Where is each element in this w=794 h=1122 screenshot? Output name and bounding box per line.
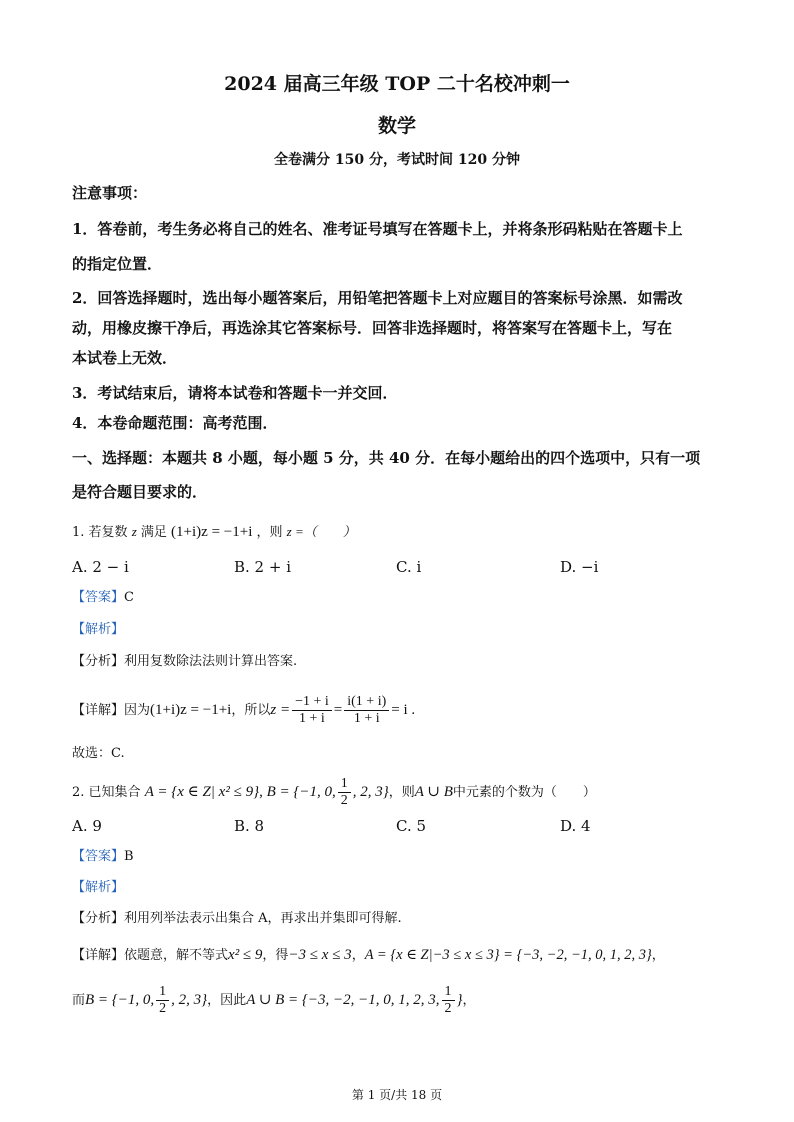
exam-title: 2024 届高三年级 TOP 二十名校冲刺一 xyxy=(224,73,570,95)
q1-xiangjie-tag: 【详解】 xyxy=(72,703,125,718)
q2-xj-range: −3 ≤ x ≤ 3 xyxy=(288,947,352,963)
q1-stem-then: ，则 xyxy=(256,525,283,540)
q2-xj-b: ，得 xyxy=(262,948,289,963)
q1-stem-prefix: 1. 若复数 xyxy=(72,525,128,540)
q2-option-b: B. 8 xyxy=(234,817,265,835)
q1-answer-tag: 【答案】 xyxy=(72,590,125,605)
q2-l2-half-den-2: 2 xyxy=(444,1001,452,1016)
page-footer: 第 1 页/共 18 页 xyxy=(351,1088,443,1102)
q2-fenxi-tag: 【分析】 xyxy=(72,911,125,926)
q1-fraction-2 xyxy=(344,694,389,727)
q1-fenxi-tag: 【分析】 xyxy=(72,654,125,669)
q2-half-den: 2 xyxy=(340,793,348,808)
q1-equation: (1+i)z = −1+i xyxy=(171,524,253,540)
q2-set-a: A = {x ∈ Z| x² ≤ 9}, B = {−1, 0, xyxy=(144,784,336,800)
note-1-line-1: 1．答卷前，考生务必将自己的姓名、准考证号填写在答题卡上，并将条形码粘贴在答题卡上 xyxy=(72,220,683,238)
q2-xj-d: ， xyxy=(651,948,665,963)
q2-stem-prefix: 2. 已知集合 xyxy=(72,785,141,800)
q1-fraction-2-den: 1 + i xyxy=(353,711,380,726)
q2-option-d: D. 4 xyxy=(560,817,591,835)
q1-fraction-1-den: 1 + i xyxy=(299,711,325,726)
q2-l2-a: 而 xyxy=(72,993,86,1008)
q2-l2-c: ， xyxy=(462,993,476,1008)
q2-xj-set-a: A = {x ∈ Z|−3 ≤ x ≤ 3} = {−3, −2, −1, 0, 1, 2, 3} xyxy=(364,947,652,963)
q1-fraction-1 xyxy=(292,694,332,727)
q2-l2-set-b-end: , 2, 3} xyxy=(171,992,208,1008)
note-2-line-2: 动，用橡皮擦干净后，再选涂其它答案标号．回答非选择题时，将答案写在答题卡上，写在 xyxy=(72,319,673,337)
q2-xiangjie-line-1 xyxy=(72,945,665,966)
note-3: 3．考试结束后，请将本试卷和答题卡一并交回． xyxy=(72,384,398,402)
q2-stem xyxy=(72,772,596,813)
note-1-line-2: 的指定位置． xyxy=(72,255,163,273)
q1-answer xyxy=(72,588,134,608)
q1-answer-value: C xyxy=(124,590,134,605)
q2-l2-b: ，因此 xyxy=(207,993,247,1008)
q1-option-d: D. −i xyxy=(560,558,599,576)
q1-xiangjie xyxy=(72,690,415,731)
q1-option-a: A. 2 − i xyxy=(72,558,129,576)
q2-l2-half-den-1: 2 xyxy=(159,1001,167,1016)
q1-stem xyxy=(72,522,356,543)
q1-stem-ask: z =（ ） xyxy=(286,524,356,539)
q2-xj-ineq: x² ≤ 9 xyxy=(228,947,263,963)
q2-union: A ∪ B xyxy=(414,784,453,800)
q1-option-b: B. 2 + i xyxy=(234,558,292,576)
q1-xj-z: z = xyxy=(270,702,291,718)
q2-analysis-tag: 【解析】 xyxy=(72,880,125,895)
q1-xj-end: = i . xyxy=(391,702,416,718)
q1-fraction-2-num: i(1 + i) xyxy=(344,694,389,711)
q1-xj-because: 因为 xyxy=(124,703,151,718)
q2-answer xyxy=(72,847,134,867)
q2-xj-c: ， xyxy=(351,948,365,963)
section-1-line-2: 是符合题目要求的． xyxy=(72,483,208,501)
note-2-line-3: 本试卷上无效． xyxy=(72,349,178,367)
q2-l2-union-end: } xyxy=(456,992,463,1008)
q2-option-a: A. 9 xyxy=(72,817,102,835)
q1-stem-satisfy: 满足 xyxy=(140,525,167,540)
q2-l2-half-fraction-1 xyxy=(156,984,169,1017)
q1-xj-so: ，所以 xyxy=(231,703,271,718)
subject-title: 数学 xyxy=(377,115,416,137)
q2-l2-half-num-1: 1 xyxy=(156,984,169,1001)
q1-xj-eqsign: = xyxy=(333,702,343,718)
q1-var-z: z xyxy=(131,524,137,539)
note-2-line-1: 2．回答选择题时，选出每小题答案后，用铅笔把答题卡上对应题目的答案标号涂黑．如需改 xyxy=(72,289,683,307)
q1-fenxi xyxy=(72,652,297,672)
q1-fenxi-text: 利用复数除法法则计算出答案. xyxy=(124,654,298,669)
q2-answer-tag: 【答案】 xyxy=(72,849,125,864)
q2-half-num: 1 xyxy=(338,776,351,793)
q1-fraction-1-num: −1 + i xyxy=(292,694,332,711)
q1-xj-eq1: (1+i)z = −1+i xyxy=(150,702,232,718)
q2-l2-half-fraction-2 xyxy=(442,984,455,1017)
q2-answer-value: B xyxy=(124,849,134,864)
q2-half-fraction xyxy=(338,776,351,809)
section-1-line-1: 一、选择题：本题共 8 小题，每小题 5 分，共 40 分．在每小题给出的四个选项中，只有一项 xyxy=(72,449,701,467)
q2-stem-ask: 中元素的个数为（ ） xyxy=(452,785,596,800)
note-4: 4．本卷命题范围：高考范围． xyxy=(72,414,278,432)
q2-stem-then: ，则 xyxy=(388,785,415,800)
notes-heading: 注意事项： xyxy=(72,184,148,202)
q2-l2-set-b: B = {−1, 0, xyxy=(85,992,155,1008)
q1-guxuan: 故选：C. xyxy=(72,746,125,761)
q2-xiangjie-tag: 【详解】 xyxy=(72,948,125,963)
score-info: 全卷满分 150 分，考试时间 120 分钟 xyxy=(274,152,520,168)
q2-fenxi xyxy=(72,909,402,929)
q2-l2-union: A ∪ B = {−3, −2, −1, 0, 1, 2, 3, xyxy=(246,992,440,1008)
q2-fenxi-text: 利用列举法表示出集合 A，再求出并集即可得解. xyxy=(124,911,402,926)
q1-analysis-tag: 【解析】 xyxy=(72,622,125,637)
q2-l2-half-num-2: 1 xyxy=(442,984,455,1001)
q2-xj-a: 依题意，解不等式 xyxy=(124,948,229,963)
q2-option-c: C. 5 xyxy=(396,817,427,835)
q2-set-b-end: , 2, 3} xyxy=(352,784,389,800)
q1-option-c: C. i xyxy=(396,558,422,576)
q2-xiangjie-line-2 xyxy=(72,980,476,1021)
